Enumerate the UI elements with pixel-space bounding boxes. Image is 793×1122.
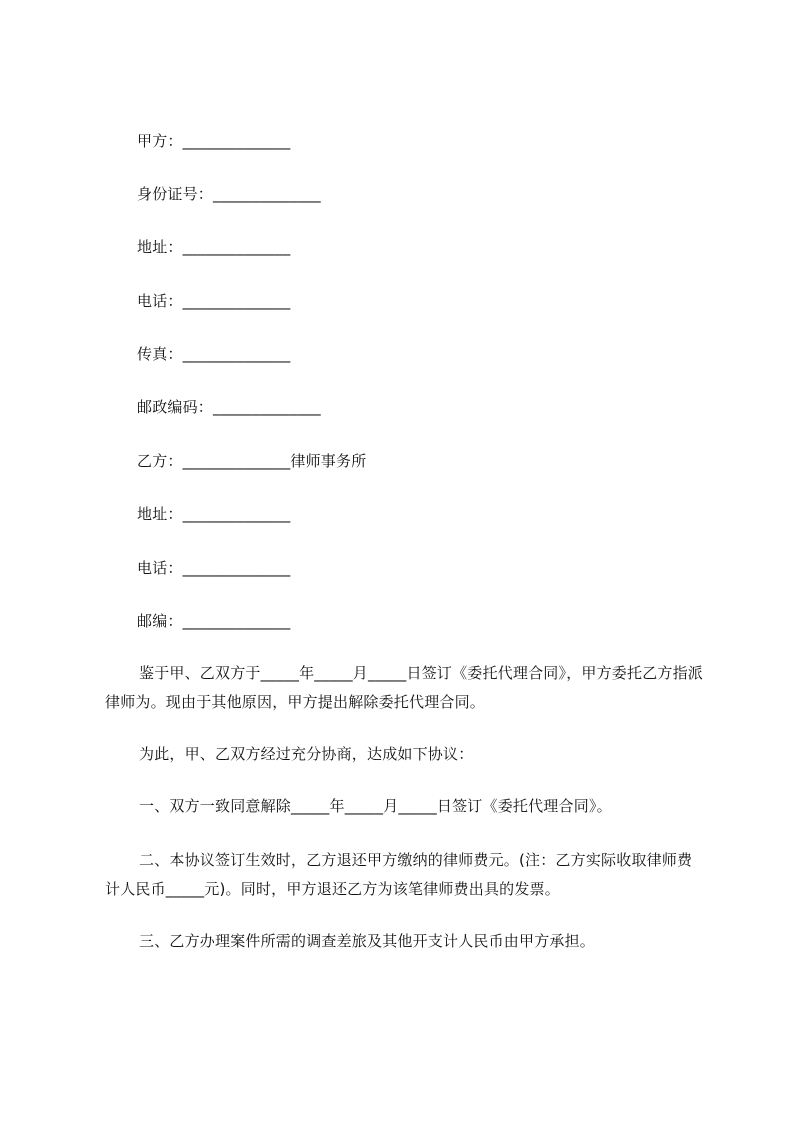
party-a-phone-field: 电话：______________ — [137, 292, 291, 310]
party-a-id-number-field: 身份证号：______________ — [137, 185, 321, 203]
preamble-paragraph: 鉴于甲、乙双方于_____年_____月_____日签订《委托代理合同》，甲方委托乙方指派律师为。现由于其他原因，甲方提出解除委托代理合同。 — [105, 664, 704, 711]
clause-3-paragraph: 三、乙方办理案件所需的调查差旅及其他开支计人民币由甲方承担。 — [139, 932, 596, 950]
party-b-postal-code-field: 邮编：______________ — [137, 612, 291, 630]
clause-1-paragraph: 一、双方一致同意解除_____年_____月_____日签订《委托代理合同》。 — [139, 797, 612, 815]
party-b-address-field: 地址：______________ — [137, 505, 291, 523]
party-b-law-firm-field: 乙方：______________律师事务所 — [137, 452, 367, 470]
party-a-address-field: 地址：______________ — [137, 238, 291, 256]
clause-2-paragraph: 二、本协议签订生效时，乙方退还甲方缴纳的律师费元。(注：乙方实际收取律师费计人民币_____元)。同时，甲方退还乙方为该笔律师费出具的发票。 — [105, 851, 693, 898]
party-a-fax-field: 传真：______________ — [137, 345, 291, 363]
agreement-intro-paragraph: 为此，甲、乙双方经过充分协商，达成如下协议： — [139, 745, 474, 763]
party-a-postal-code-field: 邮政编码：______________ — [137, 398, 321, 416]
party-b-phone-field: 电话：______________ — [137, 559, 291, 577]
party-a-name-field: 甲方：______________ — [137, 132, 291, 150]
